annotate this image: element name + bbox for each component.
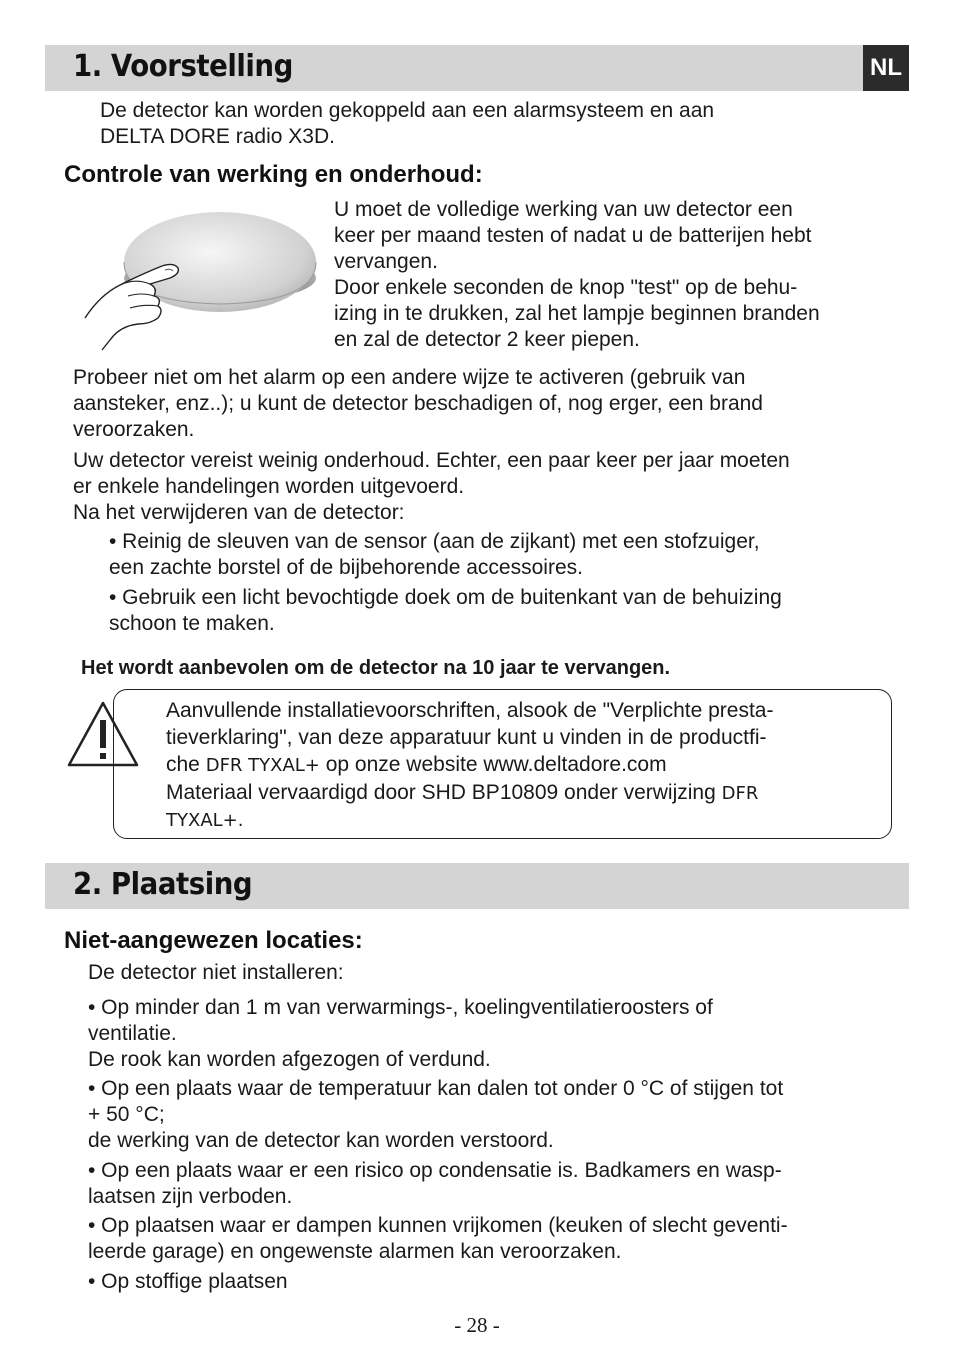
list-item: • Gebruik een licht bevochtigde doek om de buitenkant van de behuizing schoon te maken. bbox=[109, 586, 782, 635]
list-item: • Op stoffige plaatsen bbox=[88, 1270, 288, 1293]
section-title-2: 2. Plaatsing bbox=[73, 867, 253, 902]
notice-line-4 bbox=[166, 779, 773, 807]
subheading-maintenance: Controle van werking en onderhoud: bbox=[64, 161, 483, 188]
list-item: • Op een plaats waar er een risico op condensatie is. Badkamers en wasp- laatsen zijn verboden. bbox=[88, 1159, 782, 1208]
notice-line-2: tieverklaring", van deze apparatuur kunt u vinden in de productfi- bbox=[166, 726, 767, 749]
list-item: • Reinig de sleuven van de sensor (aan de zijkant) met een stofzuiger, een zachte borstel of de bijbehorende accessoires. bbox=[109, 530, 760, 579]
product-name: DFR TYXAL+ bbox=[205, 755, 320, 776]
notice-line-3 bbox=[166, 751, 773, 779]
product-name: TYXAL+. bbox=[166, 810, 244, 831]
section-header-2 bbox=[45, 863, 909, 909]
section-title-1: 1. Voorstelling bbox=[73, 49, 293, 84]
notice-line-4-text: Materiaal vervaardigd door SHD BP10809 onder verwijzing bbox=[166, 781, 722, 804]
list-item: • Op een plaats waar de temperatuur kan dalen tot onder 0 °C of stijgen tot + 50 °C; de werking van de detector kan worden verstoord. bbox=[88, 1077, 784, 1152]
language-badge: NL bbox=[863, 45, 909, 91]
notice-text bbox=[166, 697, 773, 834]
product-name: DFR bbox=[721, 783, 759, 804]
locations-intro: De detector niet installeren: bbox=[88, 961, 344, 984]
list-item: • Op plaatsen waar er dampen kunnen vrijkomen (keuken of slecht geventi- leerde garage) en ongewenste alarmen kan veroorzaken. bbox=[88, 1214, 788, 1263]
notice-line-3-start: che bbox=[166, 753, 206, 776]
intro-text: De detector kan worden gekoppeld aan een alarmsysteem en aan DELTA DORE radio X3D. bbox=[100, 99, 715, 148]
maintenance-paragraph: Uw detector vereist weinig onderhoud. Echter, een paar keer per jaar moeten er enkele handelingen worden uitgevoerd. Na het verwijderen van de detector: bbox=[73, 449, 790, 524]
detector-test-illustration bbox=[80, 200, 320, 355]
notice-line-1: Aanvullende installatievoorschriften, alsook de "Verplichte presta- bbox=[166, 699, 774, 722]
section-header-1 bbox=[45, 45, 909, 91]
subheading-locations: Niet-aangewezen locaties: bbox=[64, 927, 363, 954]
list-item: • Op minder dan 1 m van verwarmings-, koelingventilatieroosters of ventilatie. De rook kan worden afgezogen of verdund. bbox=[88, 996, 713, 1071]
page-number: - 28 - bbox=[454, 1313, 500, 1337]
warning-paragraph: Probeer niet om het alarm op een andere wijze te activeren (gebruik van aansteker, enz..); u kunt de detector beschadigen of, nog erger, een brand veroorzaken. bbox=[73, 366, 763, 441]
replacement-recommendation: Het wordt aanbevolen om de detector na 10 jaar te vervangen. bbox=[81, 657, 671, 679]
test-instructions: U moet de volledige werking van uw detector een keer per maand testen of nadat u de batterijen hebt vervangen. Door enkele seconden de knop "test" op de behu- izing in te drukken, zal het lampje beginnen branden en zal de detector 2 keer piepen. bbox=[334, 198, 820, 351]
website-reference: op onze website www.deltadore.com bbox=[319, 753, 667, 776]
